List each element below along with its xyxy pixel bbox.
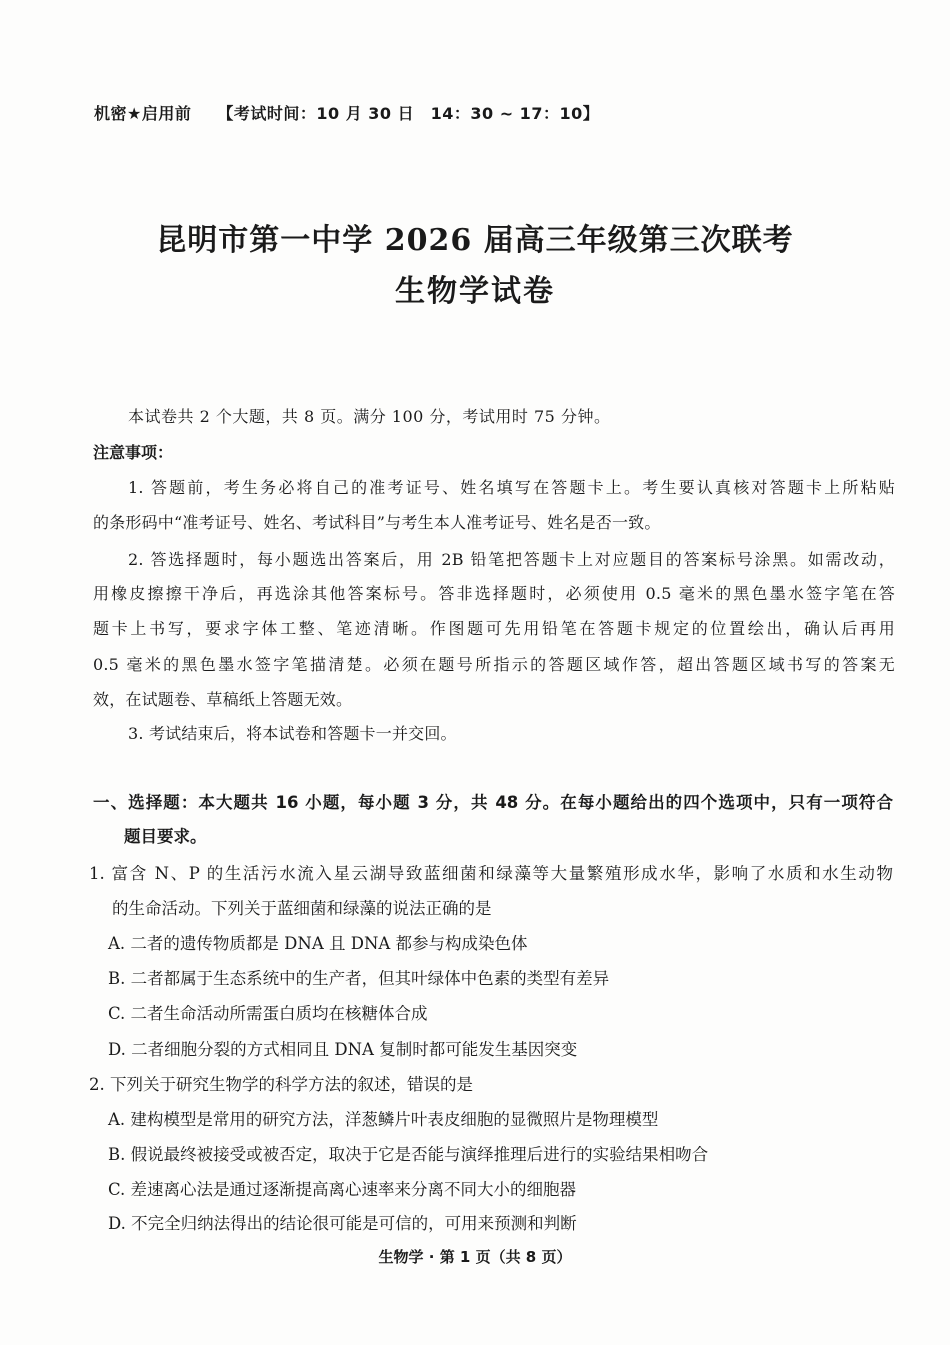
- question-1-option-a: A. 二者的遗传物质都是 DNA 且 DNA 都参与构成染色体: [108, 934, 528, 953]
- notice-line: 2. 答选择题时，每小题选出答案后，用 2B 铅笔把答题卡上对应题目的答案标号涂黑。如需改动，: [128, 550, 895, 569]
- section-heading: 一、选择题：本大题共 16 小题，每小题 3 分，共 48 分。在每小题给出的四个选项中，只有一项符合: [93, 793, 893, 812]
- notice-line: 3. 考试结束后，将本试卷和答题卡一并交回。: [128, 724, 457, 743]
- question-2-option-d: D. 不完全归纳法得出的结论很可能是可信的，可用来预测和判断: [108, 1214, 577, 1233]
- header-line: [94, 101, 599, 124]
- notice-line: 0.5 毫米的黑色墨水签字笔描清楚。必须在题号所指示的答题区域作答，超出答题区域书写的答案无: [93, 655, 895, 674]
- notice-line: 效，在试题卷、草稿纸上答题无效。: [93, 690, 353, 709]
- question-1-stem: 1. 富含 N、P 的生活污水流入星云湖导致蓝细菌和绿藻等大量繁殖形成水华，影响了水质和水生动物: [89, 864, 893, 883]
- exam-time: 【考试时间：10 月 30 日 14：30 ~ 17：10】: [217, 104, 600, 123]
- confidential-label: 机密★启用前: [94, 104, 192, 123]
- question-1-stem-cont: 的生命活动。下列关于蓝细菌和绿藻的说法正确的是: [112, 899, 492, 918]
- exam-subject-title: 生物学试卷: [395, 274, 555, 309]
- exam-intro: 本试卷共 2 个大题，共 8 页。满分 100 分，考试用时 75 分钟。: [128, 407, 611, 426]
- notice-line: 题卡上书写，要求字体工整、笔迹清晰。作图题可先用铅笔在答题卡规定的位置绘出，确认后再用: [93, 619, 895, 638]
- question-2-stem: 2. 下列关于研究生物学的科学方法的叙述，错误的是: [89, 1075, 473, 1094]
- notice-line: 用橡皮擦擦干净后，再选涂其他答案标号。答非选择题时，必须使用 0.5 毫米的黑色墨水签字笔在答: [93, 584, 895, 603]
- notice-heading: 注意事项：: [93, 443, 174, 462]
- question-2-option-c: C. 差速离心法是通过逐渐提高离心速率来分离不同大小的细胞器: [108, 1180, 577, 1199]
- question-2-option-b: B. 假说最终被接受或被否定，取决于它是否能与演绎推理后进行的实验结果相吻合: [108, 1145, 709, 1164]
- question-1-option-d: D. 二者细胞分裂的方式相同且 DNA 复制时都可能发生基因突变: [108, 1040, 578, 1059]
- page-footer: 生物学 · 第 1 页（共 8 页）: [378, 1248, 572, 1266]
- question-2-option-a: A. 建构模型是常用的研究方法，洋葱鳞片叶表皮细胞的显微照片是物理模型: [108, 1110, 659, 1129]
- question-1-option-b: B. 二者都属于生态系统中的生产者，但其叶绿体中色素的类型有差异: [108, 969, 610, 988]
- exam-title: 昆明市第一中学 2026 届高三年级第三次联考: [156, 223, 794, 258]
- notice-line: 1. 答题前，考生务必将自己的准考证号、姓名填写在答题卡上。考生要认真核对答题卡上所粘贴: [128, 478, 895, 497]
- notice-line: 的条形码中“准考证号、姓名、考试科目”与考生本人准考证号、姓名是否一致。: [93, 513, 661, 532]
- question-1-option-c: C. 二者生命活动所需蛋白质均在核糖体合成: [108, 1004, 428, 1023]
- section-heading-cont: 题目要求。: [124, 827, 207, 846]
